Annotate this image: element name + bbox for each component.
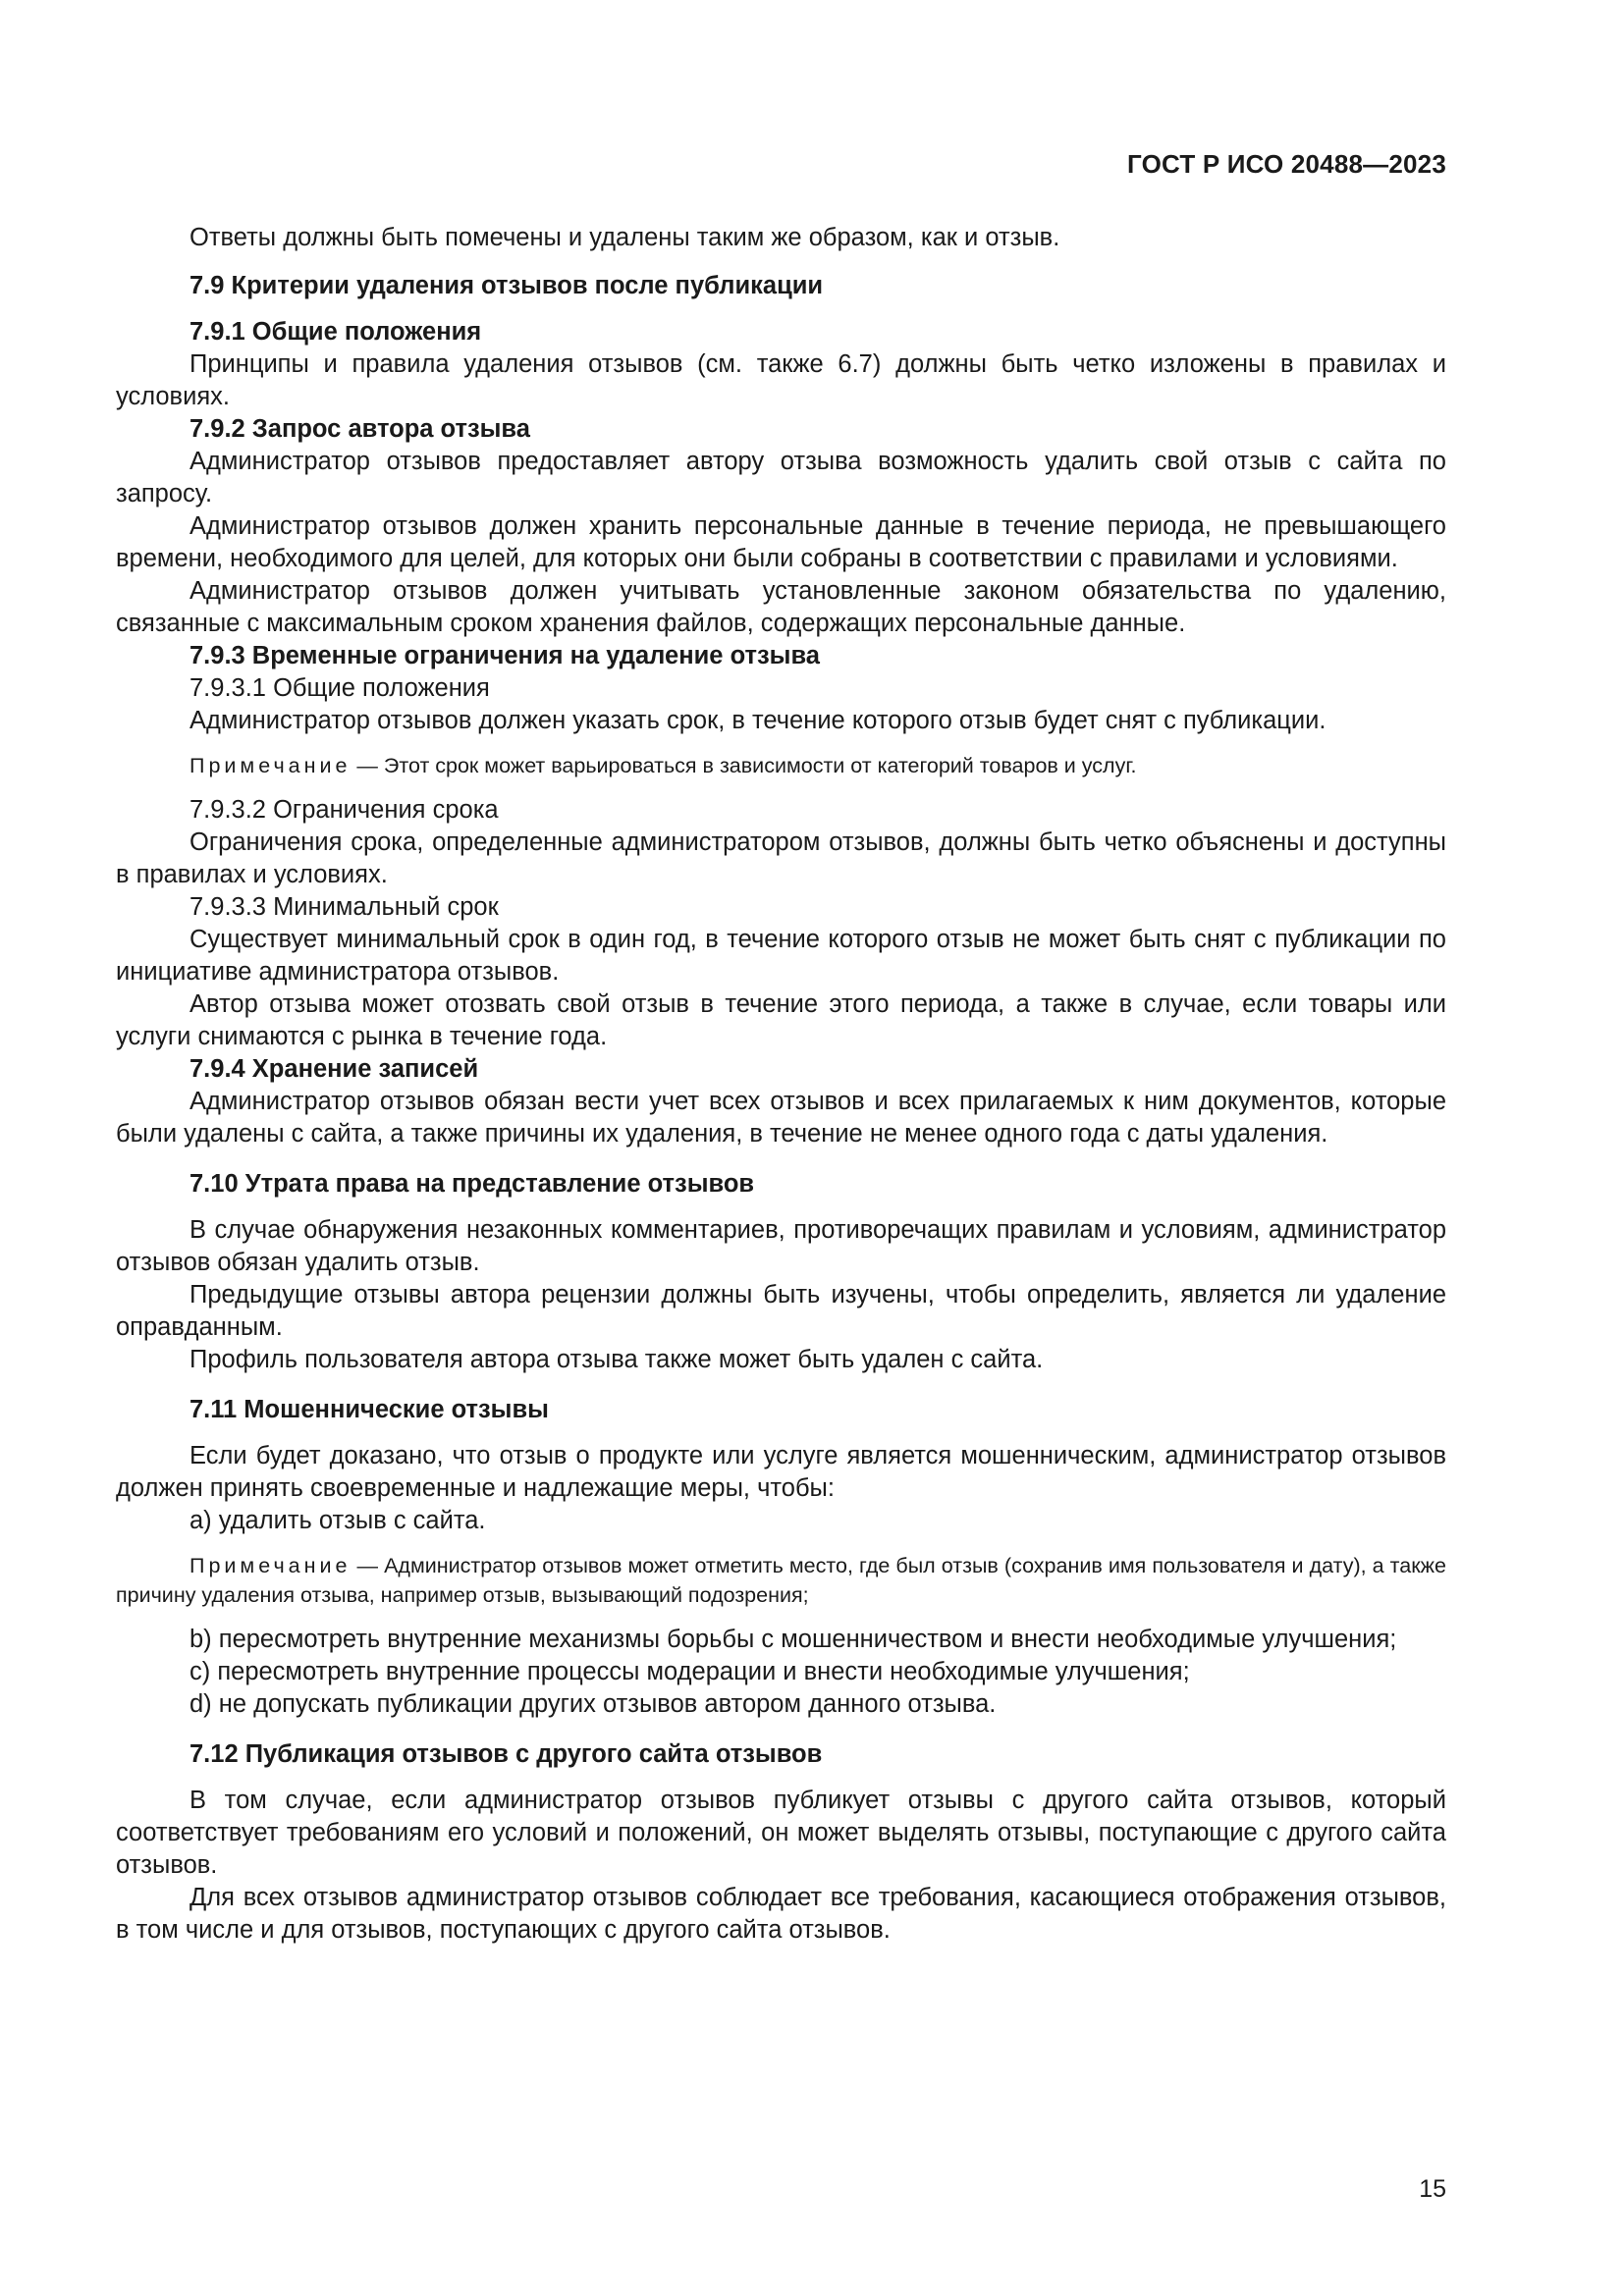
- note: [116, 751, 1446, 780]
- note-text: — Этот срок может варьироваться в зависимости от категорий товаров и услуг.: [351, 754, 1137, 777]
- paragraph: Ответы должны быть помечены и удалены таким же образом, как и отзыв.: [189, 224, 1060, 251]
- note: [116, 1551, 1446, 1610]
- paragraph: Ограничения срока, определенные администратором отзывов, должны быть четко объяснены и доступны в правилах и условиях.: [116, 828, 1446, 888]
- section-heading-7-10: 7.10 Утрата права на представление отзывов: [189, 1170, 755, 1198]
- section-heading-7-12: 7.12 Публикация отзывов с другого сайта отзывов: [189, 1740, 823, 1768]
- paragraph: Принципы и правила удаления отзывов (см. также 6.7) должны быть четко изложены в правилах и условиях.: [116, 350, 1446, 410]
- paragraph: Администратор отзывов должен учитывать установленные законом обязательства по удалению, связанные с максимальным сроком хранения файлов, содержащих персональные данные.: [116, 577, 1446, 637]
- note-label: Примечание: [189, 1554, 352, 1577]
- paragraph: Предыдущие отзывы автора рецензии должны быть изучены, чтобы определить, является ли удаление оправданным.: [116, 1281, 1446, 1341]
- paragraph: Администратор отзывов обязан вести учет всех отзывов и всех прилагаемых к ним документов, которые были удалены с сайта, а также причины их удаления, в течение не менее одного года с даты удаления.: [116, 1088, 1446, 1148]
- clause-heading-7-9-3-1: 7.9.3.1 Общие положения: [189, 674, 490, 702]
- paragraph: Автор отзыва может отозвать свой отзыв в течение этого периода, а также в случае, если товары или услуги снимаются с рынка в течение года.: [116, 990, 1446, 1050]
- document-id-header: ГОСТ Р ИСО 20488—2023: [1126, 149, 1446, 179]
- list-item: c) пересмотреть внутренние процессы модерации и внести необходимые улучшения;: [189, 1658, 1190, 1685]
- section-heading-7-11: 7.11 Мошеннические отзывы: [189, 1396, 549, 1423]
- clause-heading-7-9-3-2: 7.9.3.2 Ограничения срока: [189, 796, 499, 824]
- page-content: [116, 222, 1446, 1947]
- paragraph: В случае обнаружения незаконных комментариев, противоречащих правилам и условиям, администратор отзывов обязан удалить отзыв.: [116, 1216, 1446, 1276]
- list-item: b) пересмотреть внутренние механизмы борьбы с мошенничеством и внести необходимые улучшения;: [189, 1626, 1397, 1653]
- subsection-heading-7-9-4: 7.9.4 Хранение записей: [189, 1055, 479, 1083]
- note-label: Примечание: [189, 754, 352, 777]
- clause-heading-7-9-3-3: 7.9.3.3 Минимальный срок: [189, 893, 499, 921]
- note-text: — Администратор отзывов может отметить место, где был отзыв (сохранив имя пользователя и дату), а также причину удаления отзыва, например отзыв, вызывающий подозрения;: [116, 1554, 1446, 1607]
- list-item: d) не допускать публикации других отзывов автором данного отзыва.: [189, 1690, 997, 1718]
- paragraph: Для всех отзывов администратор отзывов соблюдает все требования, касающиеся отображения отзывов, в том числе и для отзывов, поступающих с другого сайта отзывов.: [116, 1884, 1446, 1944]
- paragraph: Существует минимальный срок в один год, в течение которого отзыв не может быть снят с публикации по инициативе администратора отзывов.: [116, 926, 1446, 986]
- subsection-heading-7-9-2: 7.9.2 Запрос автора отзыва: [189, 415, 530, 443]
- paragraph: Профиль пользователя автора отзыва также может быть удален с сайта.: [189, 1346, 1044, 1373]
- paragraph: Администратор отзывов должен указать срок, в течение которого отзыв будет снят с публикации.: [189, 707, 1326, 734]
- list-item: a) удалить отзыв с сайта.: [189, 1507, 486, 1534]
- paragraph: Если будет доказано, что отзыв о продукте или услуге является мошенническим, администратор отзывов должен принять своевременные и надлежащие меры, чтобы:: [116, 1442, 1446, 1502]
- subsection-heading-7-9-1: 7.9.1 Общие положения: [189, 318, 482, 346]
- paragraph: Администратор отзывов предоставляет автору отзыва возможность удалить свой отзыв с сайта по запросу.: [116, 448, 1446, 507]
- paragraph: Администратор отзывов должен хранить персональные данные в течение периода, не превышающего времени, необходимого для целей, для которых они были собраны в соответствии с правилами и условиями.: [116, 512, 1446, 572]
- section-heading-7-9: 7.9 Критерии удаления отзывов после публикации: [189, 272, 824, 299]
- paragraph: В том случае, если администратор отзывов публикует отзывы с другого сайта отзывов, который соответствует требованиям его условий и положений, он может выделять отзывы, поступающие с другого сайта отзывов.: [116, 1787, 1446, 1879]
- page-number: 15: [1419, 2175, 1446, 2203]
- subsection-heading-7-9-3: 7.9.3 Временные ограничения на удаление отзыва: [189, 642, 820, 669]
